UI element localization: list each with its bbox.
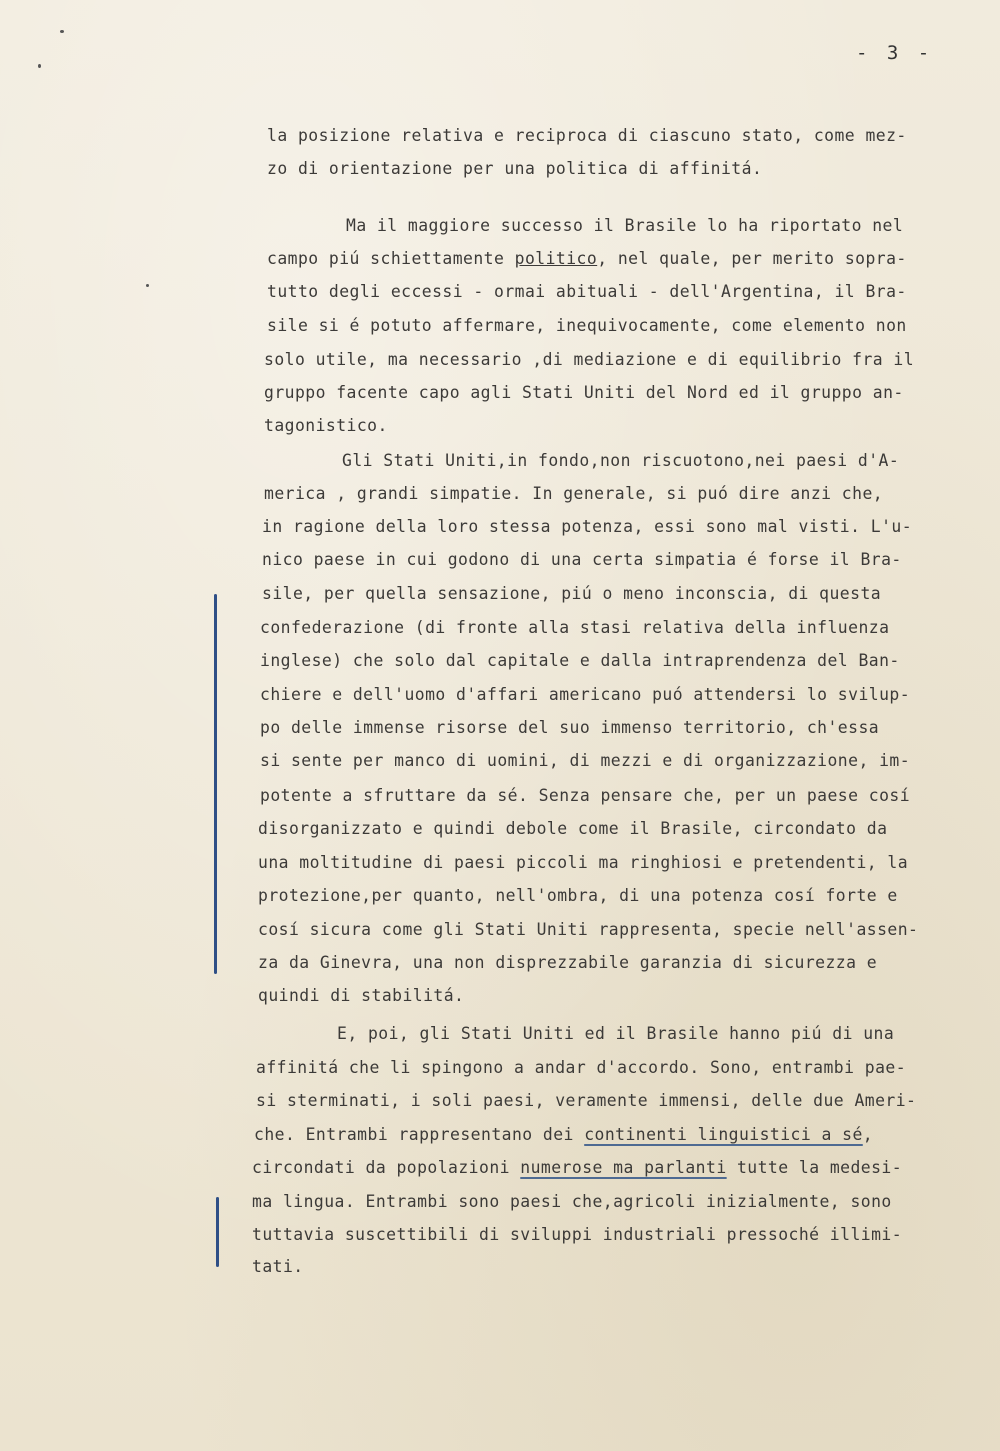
text-line: potente a sfruttare da sé. Senza pensare che, per un paese cosí (260, 786, 911, 805)
text-line: tati. (252, 1257, 304, 1276)
underlined-phrase: continenti linguistici a sé (584, 1125, 863, 1144)
text-line: cosí sicura come gli Stati Uniti rappresenta, specie nell'assen- (258, 920, 919, 939)
text-line (254, 1125, 873, 1145)
text-line: la posizione relativa e reciproca di ciascuno stato, come mez- (267, 126, 907, 145)
text-line: sile si é potuto affermare, inequivocamente, come elemento non (267, 316, 907, 335)
text-line: po delle immense risorse del suo immenso territorio, ch'essa (260, 718, 880, 737)
line-segment: tutte la medesi- (726, 1158, 903, 1177)
text-line: una moltitudine di paesi piccoli ma ringhiosi e pretendenti, la (258, 853, 909, 872)
text-line: nico paese in cui godono di una certa simpatia é forse il Bra- (262, 550, 902, 569)
underlined-word: politico (514, 249, 598, 268)
text-line: tagonistico. (264, 416, 388, 435)
paper-speck (146, 284, 149, 287)
text-line: affinitá che li spingono a andar d'accordo. Sono, entrambi pae- (256, 1058, 907, 1077)
line-segment: che. Entrambi rappresentano dei (254, 1125, 585, 1144)
text-line: merica , grandi simpatie. In generale, si puó dire anzi che, (264, 484, 884, 503)
text-line (267, 249, 907, 269)
text-line (252, 1158, 902, 1178)
text-line: gruppo facente capo agli Stati Uniti del Nord ed il gruppo an- (264, 383, 904, 402)
text-line: sile, per quella sensazione, piú o meno inconscia, di questa (262, 584, 882, 603)
text-line: zo di orientazione per una politica di affinitá. (267, 159, 763, 178)
text-line: tutto degli eccessi - ormai abituali - dell'Argentina, il Bra- (267, 282, 907, 301)
text-line: chiere e dell'uomo d'affari americano puó attendersi lo svilup- (260, 685, 911, 704)
text-line: inglese) che solo dal capitale e dalla intraprendenza del Ban- (260, 651, 900, 670)
margin-pen-mark (214, 594, 217, 974)
line-segment: campo piú schiettamente (267, 249, 515, 268)
text-line: Ma il maggiore successo il Brasile lo ha riportato nel (346, 216, 904, 235)
text-line: ma lingua. Entrambi sono paesi che,agricoli inizialmente, sono (252, 1192, 892, 1211)
text-line: tuttavia suscettibili di sviluppi industriali pressoché illimi- (252, 1225, 903, 1244)
page-number: - 3 - (856, 42, 934, 64)
text-line: E, poi, gli Stati Uniti ed il Brasile hanno piú di una (337, 1024, 895, 1043)
text-line: Gli Stati Uniti,in fondo,non riscuotono,nei paesi d'A- (342, 451, 900, 470)
paper-speck (38, 64, 41, 68)
text-line: disorganizzato e quindi debole come il Brasile, circondato da (258, 819, 888, 838)
text-line: quindi di stabilitá. (258, 986, 465, 1005)
text-line: protezione,per quanto, nell'ombra, di una potenza cosí forte e (258, 886, 898, 905)
text-line: za da Ginevra, una non disprezzabile garanzia di sicurezza e (258, 953, 878, 972)
paper-speck (60, 30, 64, 33)
text-line: in ragione della loro stessa potenza, essi sono mal visti. L'u- (262, 517, 913, 536)
text-line: confederazione (di fronte alla stasi relativa della influenza (260, 618, 890, 637)
underlined-phrase: numerose ma parlanti (520, 1158, 727, 1177)
text-line: si sente per manco di uomini, di mezzi e di organizzazione, im- (260, 751, 911, 770)
line-segment: , (862, 1125, 874, 1144)
line-segment: , nel quale, per merito sopra- (597, 249, 907, 268)
line-segment: circondati da popolazioni (252, 1158, 521, 1177)
text-line: si sterminati, i soli paesi, veramente immensi, delle due Ameri- (256, 1091, 917, 1110)
margin-pen-mark (216, 1197, 219, 1267)
text-line: solo utile, ma necessario ,di mediazione e di equilibrio fra il (264, 350, 915, 369)
